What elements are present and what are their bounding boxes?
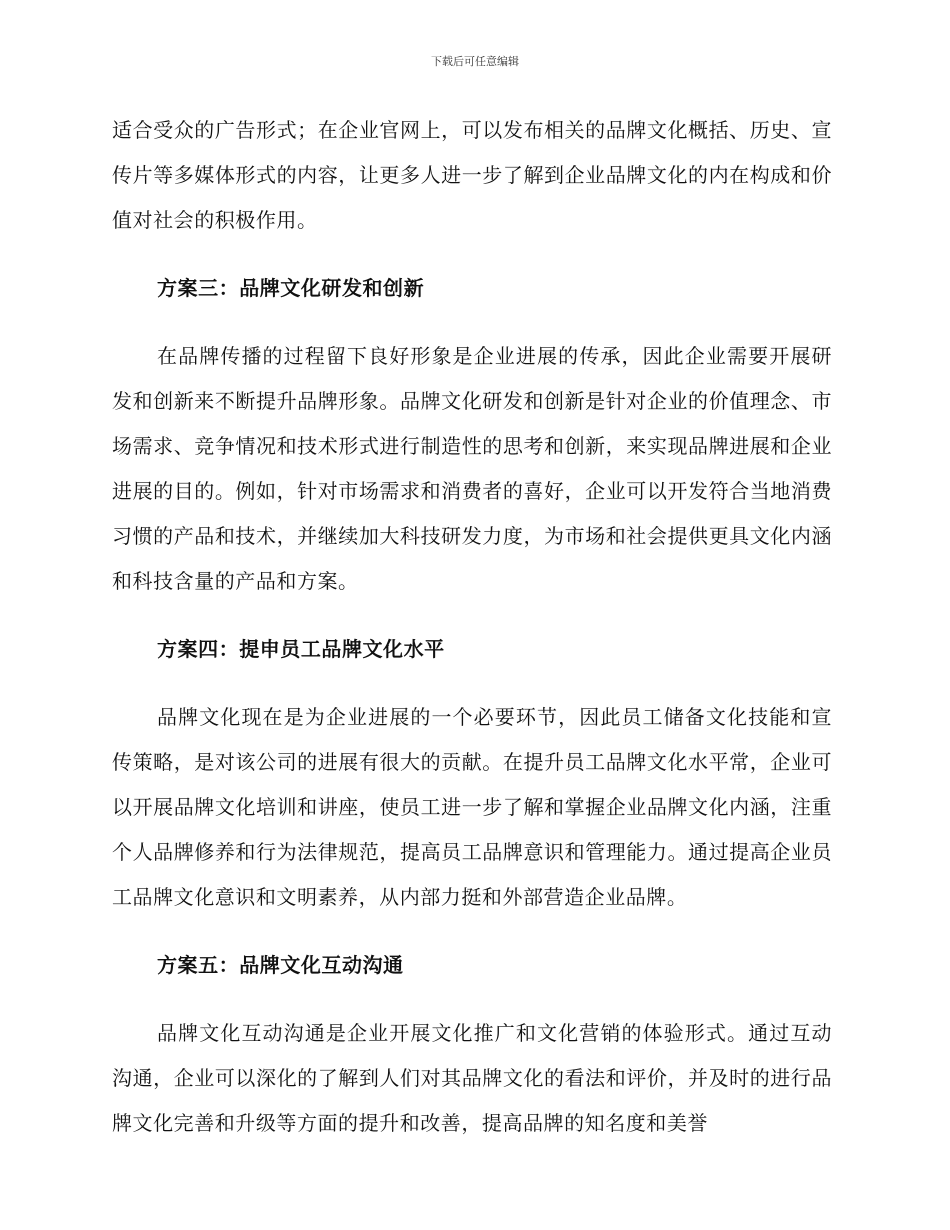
spacer	[112, 920, 832, 943]
paragraph-section-3: 在品牌传播的过程留下良好形象是企业进展的传承，因此企业需要开展研发和创新来不断提升品牌形象。品牌文化研发和创新是针对企业的价值理念、市场需求、竞争情况和技术形式进行制造性的思考和创新，来实现品牌进展和企业进展的目的。例如，针对市场需求和消费者的喜好，企业可以开发符合当地消费习惯的产品和技术，并继续加大科技研发力度，为市场和社会提供更具文化内涵和科技含量的产品和方案。	[112, 344, 832, 593]
spacer	[112, 988, 832, 1011]
paragraph-continuation: 适合受众的广告形式；在企业官网上，可以发布相关的品牌文化概括、历史、宣传片等多媒体形式的内容，让更多人进一步了解到企业品牌文化的内在构成和价值对社会的积极作用。	[112, 118, 832, 232]
section-heading-4: 方案四：提申员工品牌文化水平	[157, 637, 445, 661]
paragraph-section-5: 品牌文化互动沟通是企业开展文化推广和文化营销的体验形式。通过互动沟通，企业可以深化的了解到人们对其品牌文化的看法和评价，并及时的进行品牌文化完善和升级等方面的提升和改善，提高品牌的知名度和美誉	[112, 1021, 832, 1135]
section-heading-5: 方案五：品牌文化互动沟通	[157, 953, 404, 977]
paragraph-section-4: 品牌文化现在是为企业进展的一个必要环节，因此员工储备文化技能和宣传策略，是对该公司的进展有很大的贡献。在提升员工品牌文化水平常，企业可以开展品牌文化培训和讲座，使员工进一步了解和掌握企业品牌文化内涵，注重个人品牌修养和行为法律规范，提高员工品牌意识和管理能力。通过提高企业员工品牌文化意识和文明素养，从内部力挺和外部营造企业品牌。	[112, 705, 832, 909]
page-header: 下载后可任意编辑	[431, 55, 519, 68]
spacer	[112, 243, 832, 266]
document-body	[112, 108, 832, 1146]
spacer	[112, 672, 832, 695]
section-heading-3: 方案三：品牌文化研发和创新	[157, 276, 425, 300]
spacer	[112, 604, 832, 627]
spacer	[112, 311, 832, 334]
